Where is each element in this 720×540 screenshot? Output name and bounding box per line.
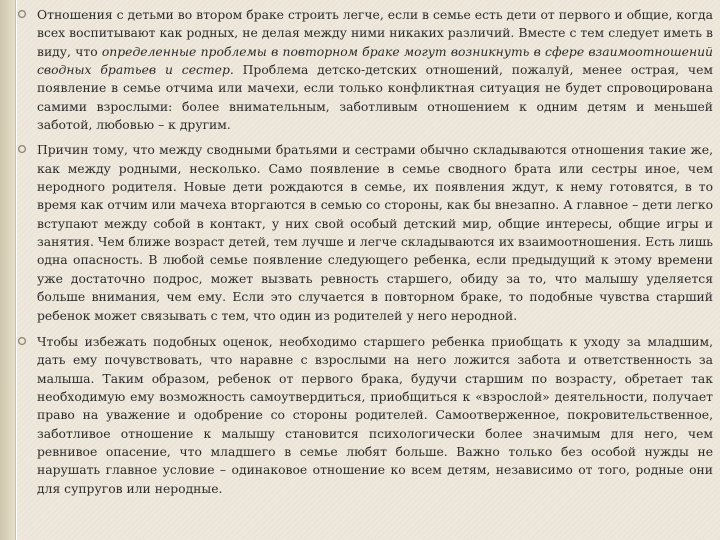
hollow-circle-bullet-icon — [17, 144, 27, 154]
hollow-circle-bullet-icon — [17, 336, 27, 346]
bullet-paragraph-3 — [17, 333, 717, 498]
bullet-paragraph-2 — [17, 141, 717, 324]
paragraph-3-text: Чтобы избежать подобных оценок, необходимо старшего ребенка приобщать к уходу за младшим, дать ему почувствовать, что наравне с взрослыми на него ложится забота и ответственность за малыша. Таким образом, ребенок от первого брака, будучи старшим по возрасту, обретает так необходимую ему возможность самоутвердиться, приобщиться к «взрослой» деятельности, получает право на уважение и одобрение со стороны родителей. Самоотверженное, покровительственное, заботливое отношение к малышу становится психологически более значимым для него, чем ревнивое опасение, что младшего в семье любят больше. Важно только без особой нужды не нарушать главное условие – одинаковое отношение ко всем детям, независимо от того, родные они для супругов или неродные. — [37, 334, 713, 496]
paragraph-1-text-end: Проблема детско-детских отношений, пожалуй, менее острая, чем появление в семье отчима или мачехи, если только конфликтная ситуация не будет спровоцирована самими взрослыми: более внимательным, заботливым отношением к одним детям и меньшей заботой, любовью – к другим. — [37, 63, 713, 133]
slide-content — [17, 6, 717, 506]
paragraph-1-italic-text: определенные проблемы в повторном браке могут возникнуть в сфере взаимоотношений сводных братьев и сестер. — [37, 44, 713, 78]
bullet-paragraph-1 — [17, 6, 717, 134]
slide — [17, 0, 720, 540]
paragraph-1-text-start: Отношения с детьми во втором браке строить легче, если в семье есть дети от первого и общие, когда всех воспитывают как родных, не делая между ними никаких различий. Вместе с тем следует иметь в виду, что — [37, 8, 713, 59]
hollow-circle-bullet-icon — [17, 9, 27, 19]
slide-panel-edge — [0, 0, 16, 540]
paragraph-2-text: Причин тому, что между сводными братьями и сестрами обычно складываются отношения такие же, как между родными, несколько. Само появление в семье сводного брата или сестры иное, чем неродного родителя. Новые дети рождаются в семье, их появления ждут, к нему готовятся, в то время как отчим или мачеха вторгаются в семью со стороны, как бы внезапно. А главное – дети легко вступают между собой в контакт, у них свой особый детский мир, общие интересы, общие игры и занятия. Чем ближе возраст детей, тем лучше и легче складываются их взаимоотношения. Есть лишь одна опасность. В любой семье появление следующего ребенка, если предыдущий к этому времени уже достаточно подрос, может вызвать ревность старшего, обиду за то, что малышу уделяется больше внимания, чем ему. Если это случается в повторном браке, то подобные чувства старший ребенок может связывать с тем, что один из родителей у него неродной. — [37, 143, 713, 323]
